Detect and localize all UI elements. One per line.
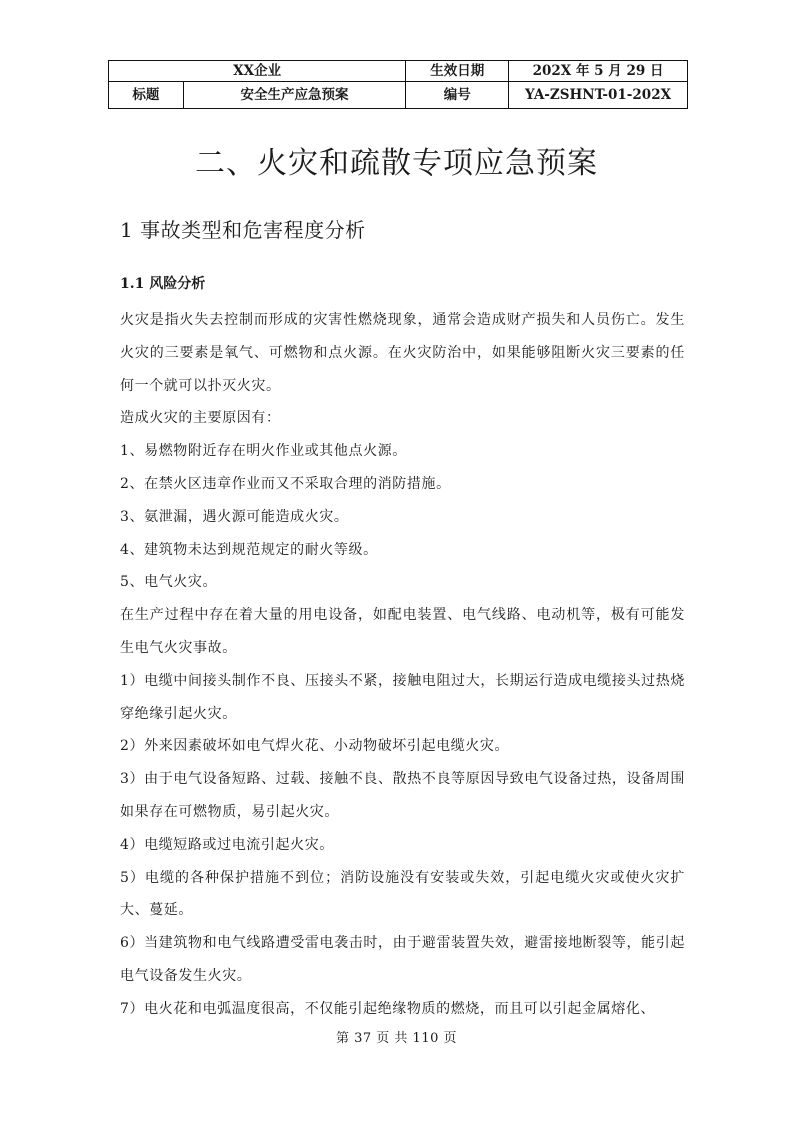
number-label: 编号: [406, 82, 509, 109]
list-item: 4）电缆短路或过电流引起火灾。: [120, 836, 334, 853]
list-item: 7）电火花和电弧温度很高，不仅能引起绝缘物质的燃烧，而且可以引起金属熔化、: [120, 1000, 656, 1017]
title-label: 标题: [109, 82, 184, 109]
document-title: 二、火灾和疏散专项应急预案: [195, 146, 598, 181]
paragraph-electrical: 在生产过程中存在着大量的用电设备，如配电装置、电气线路、电动机等，极有可能发生电气火灾事故。: [120, 607, 685, 656]
section-heading: 1 事故类型和危害程度分析: [120, 218, 366, 242]
list-item: 4、建筑物未达到规范规定的耐火等级。: [120, 541, 378, 558]
paragraph-intro: 火灾是指火失去控制而形成的灾害性燃烧现象，通常会造成财产损失和人员伤亡。发生火灾的三要素是氧气、可燃物和点火源。在火灾防治中，如果能够阻断火灾三要素的任何一个就可以扑灭火灾。: [120, 312, 685, 394]
number-value: YA-ZSHNT-01-202X: [509, 82, 688, 109]
effective-date-label: 生效日期: [406, 61, 509, 82]
list-item: 2、在禁火区违章作业而又不采取合理的消防措施。: [120, 475, 451, 492]
list-item: 5、电气火灾。: [120, 574, 218, 591]
list-item: 1）电缆中间接头制作不良、压接头不紧，接触电阻过大，长期运行造成电缆接头过热烧穿绝缘引起火灾。: [120, 672, 685, 722]
list-item: 6）当建筑物和电气线路遭受雷电袭击时，由于避雷装置失效，避雷接地断裂等，能引起电气设备发生火灾。: [120, 935, 685, 984]
list-item: 1、易燃物附近存在明火作业或其他点火源。: [120, 443, 407, 460]
page-number: 第 37 页 共 110 页: [335, 1031, 458, 1046]
header-row-2: [109, 82, 688, 109]
list-item: 3）由于电气设备短路、过载、接触不良、散热不良等原因导致电气设备过热，设备周围如果存在可燃物质，易引起火灾。: [120, 771, 685, 820]
list-item: 3、氨泄漏，遇火源可能造成火灾。: [120, 508, 349, 525]
document-header-table: [108, 60, 688, 109]
header-row-1: [109, 61, 688, 82]
effective-date-value: 202X 年 5 月 29 日: [509, 61, 688, 82]
body-text: [120, 304, 685, 1026]
list-item: 5）电缆的各种保护措施不到位；消防设施没有安装或失效，引起电缆火灾或使火灾扩大、蔓延。: [120, 869, 685, 919]
subsection-heading: 1.1 风险分析: [120, 276, 206, 292]
paragraph-causes-heading: 造成火灾的主要原因有：: [120, 410, 281, 427]
list-item: 2）外来因素破坏如电气焊火花、小动物破坏引起电缆火灾。: [120, 738, 510, 755]
company-name: XX企业: [109, 61, 406, 82]
title-value: 安全生产应急预案: [183, 82, 406, 109]
